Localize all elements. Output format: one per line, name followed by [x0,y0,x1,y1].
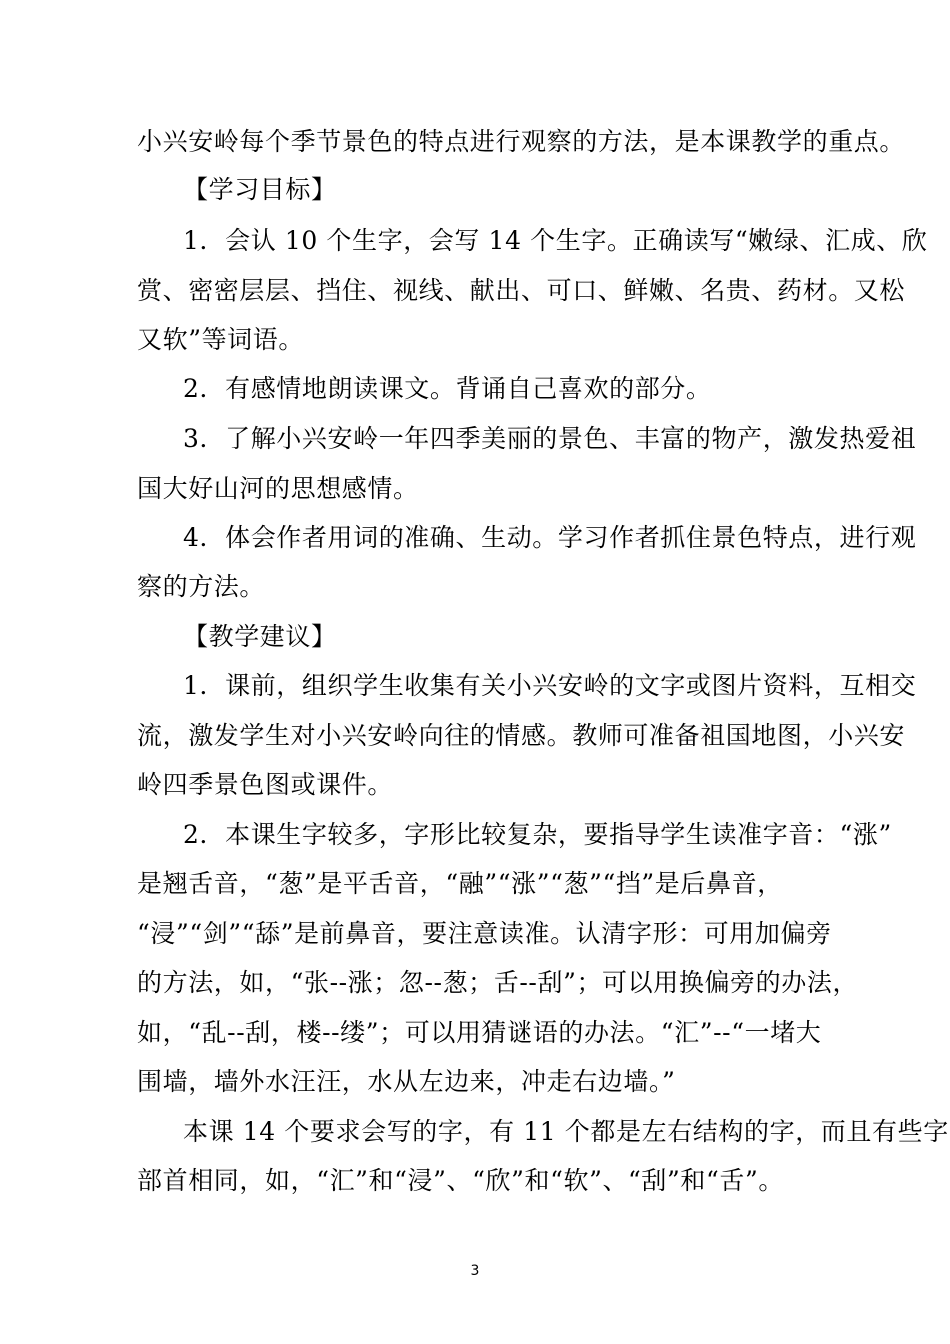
text-line: 2．有感情地朗读课文。背诵自己喜欢的部分。 [183,374,712,403]
text-line: 部首相同，如，“汇”和“浸”、“欣”和“软”、“刮”和“舌”。 [137,1166,784,1195]
section-heading-teaching-suggestions: 【教学建议】 [183,622,337,651]
text-line: 岭四季景色图或课件。 [137,770,394,799]
text-line: 3．了解小兴安岭一年四季美丽的景色、丰富的物产，激发热爱祖 [183,424,917,453]
text-line: 4．体会作者用词的准确、生动。学习作者抓住景色特点，进行观 [183,523,917,552]
text-line: 的方法，如，“张--涨；忽--葱；舌--刮”；可以用换偏旁的办法， [137,968,859,997]
section-heading-learning-goals: 【学习目标】 [183,175,337,204]
text-line: “浸”“剑”“舔”是前鼻音，要注意读准。认清字形：可用加偏旁 [137,919,832,948]
page-number: 3 [470,1263,480,1279]
text-line: 国大好山河的思想感情。 [137,474,419,503]
text-line: 是翘舌音，“葱”是平舌音，“融”“涨”“葱”“挡”是后鼻音， [137,869,783,898]
text-line: 围墙，墙外水汪汪，水从左边来，冲走右边墙。” [137,1067,676,1096]
text-line: 赏、密密层层、挡住、视线、献出、可口、鲜嫩、名贵、药材。又松 [137,276,906,305]
text-line: 1．课前，组织学生收集有关小兴安岭的文字或图片资料，互相交 [183,671,917,700]
text-line: 察的方法。 [137,572,266,601]
text-line: 1．会认 10 个生字，会写 14 个生字。正确读写“嫩绿、汇成、欣 [183,226,928,255]
text-line: 又软”等词语。 [137,325,304,354]
text-line: 2．本课生字较多，字形比较复杂，要指导学生读准字音：“涨” [183,820,892,849]
text-line: 流，激发学生对小兴安岭向往的情感。教师可准备祖国地图，小兴安 [137,721,906,750]
text-line: 本课 14 个要求会写的字，有 11 个都是左右结构的字，而且有些字 [183,1117,949,1146]
text-line: 如，“乱--刮，楼--缕”；可以用猜谜语的办法。“汇”--“一堵大 [137,1018,822,1047]
text-line: 小兴安岭每个季节景色的特点进行观察的方法，是本课教学的重点。 [137,127,906,156]
